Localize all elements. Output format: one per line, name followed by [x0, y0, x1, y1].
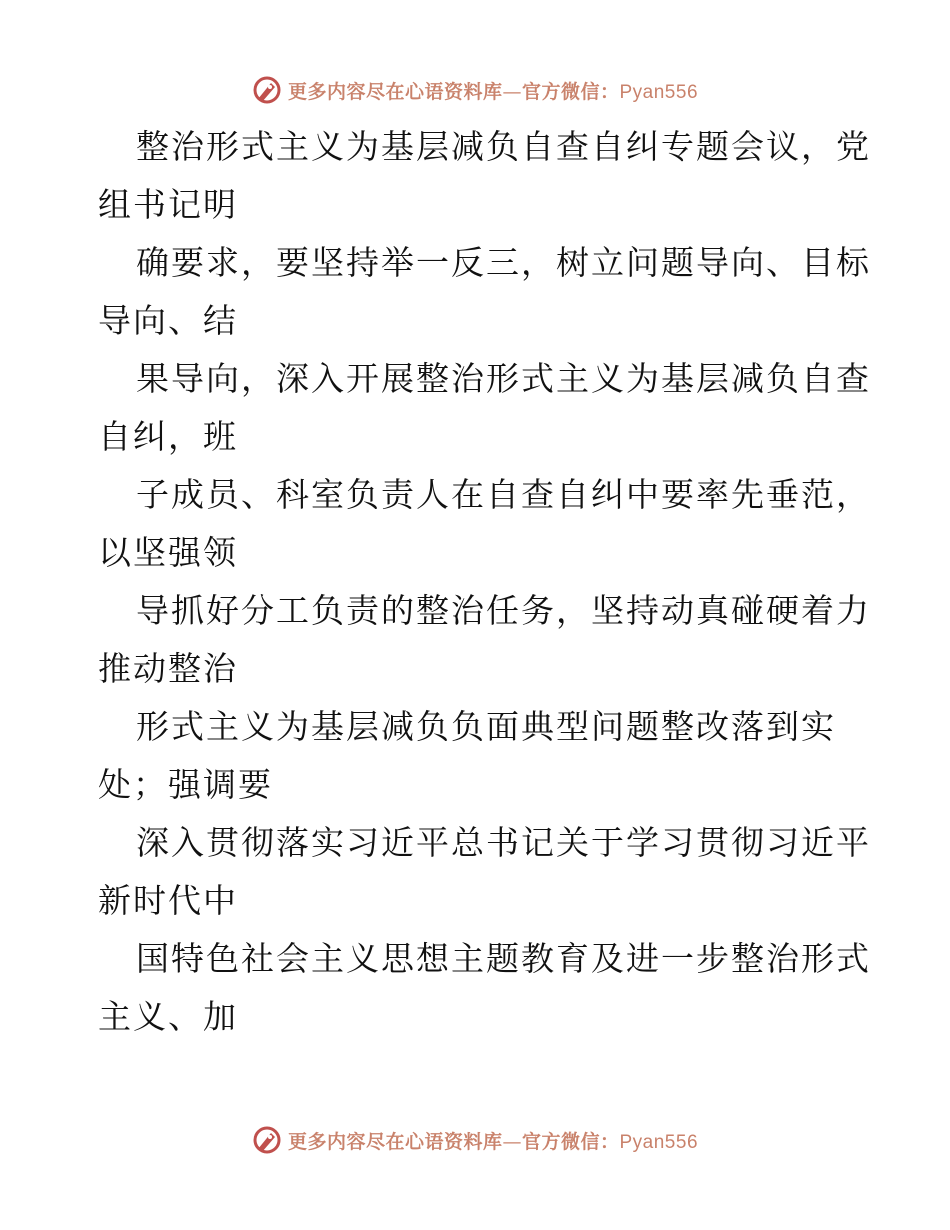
paragraph-line: 处；强调要	[98, 765, 273, 804]
paragraph-line: 导抓好分工负责的整治任务，坚持动真碰硬着力	[136, 591, 871, 630]
footer-watermark-banner	[0, 1120, 950, 1160]
paragraph-line: 组书记明	[98, 185, 238, 224]
document-body	[98, 118, 871, 1046]
paragraph-line: 自纠，班	[98, 417, 238, 456]
paragraph-line: 新时代中	[98, 881, 238, 920]
paragraph-line: 推动整治	[98, 649, 238, 688]
pen-nib-circle-icon	[252, 75, 282, 105]
paragraph-line: 国特色社会主义思想主题教育及进一步整治形式	[136, 939, 871, 978]
header-watermark-banner	[0, 70, 950, 110]
paragraph-line: 深入贯彻落实习近平总书记关于学习贯彻习近平	[136, 823, 871, 862]
paragraph-line: 主义、加	[98, 997, 238, 1036]
watermark-text: 更多内容尽在心语资料库—官方微信：Pyan556	[287, 80, 699, 103]
paragraph-line: 导向、结	[98, 301, 238, 340]
paragraph-line: 形式主义为基层减负负面典型问题整改落到实	[136, 707, 836, 746]
paragraph-line: 整治形式主义为基层减负自查自纠专题会议，党	[136, 127, 871, 166]
watermark-text: 更多内容尽在心语资料库—官方微信：Pyan556	[287, 1130, 699, 1153]
paragraph-line: 确要求，要坚持举一反三，树立问题导向、目标	[136, 243, 871, 282]
paragraph-line: 子成员、科室负责人在自查自纠中要率先垂范，	[136, 475, 871, 514]
pen-nib-circle-icon	[252, 1125, 282, 1155]
paragraph-line: 果导向，深入开展整治形式主义为基层减负自查	[136, 359, 871, 398]
paragraph-line: 以坚强领	[98, 533, 238, 572]
